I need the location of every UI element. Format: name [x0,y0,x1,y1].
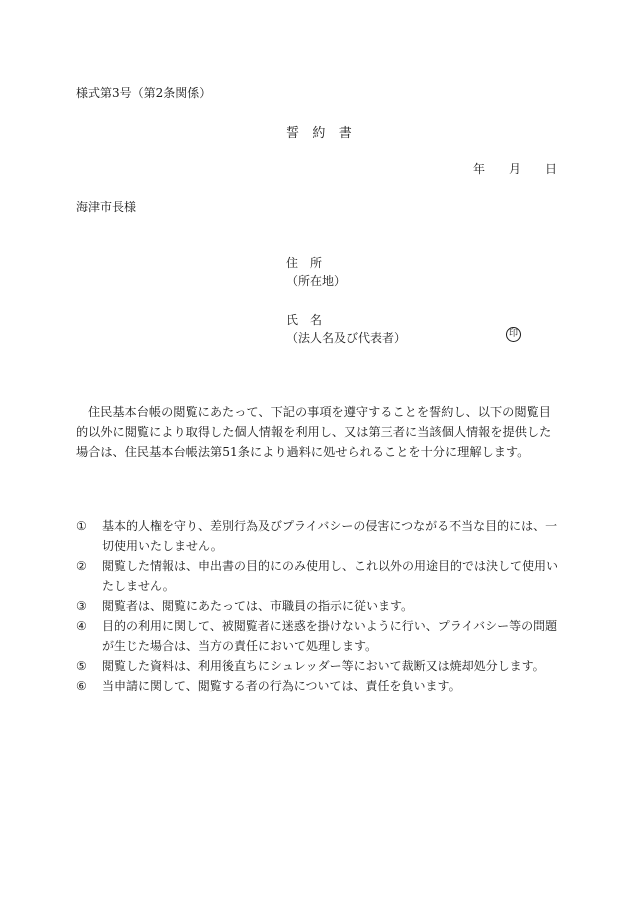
item-text: 閲覧した資料は、利用後直ちにシュレッダー等において裁断又は焼却処分します。 [102,659,545,673]
item-number: ③ [76,599,87,613]
name-label: 氏 名 [286,313,323,327]
item-text: 当申請に関して、閲覧する者の行為については、責任を負います。 [102,679,461,693]
item-number: ⑤ [76,659,87,673]
date-day-label: 日 [545,162,558,176]
addressee: 海津市長様 [76,200,137,214]
item-number: ① [76,519,87,533]
list-item [76,676,558,696]
item-text: 閲覧者は、閲覧にあたっては、市職員の指示に従います。 [102,599,414,613]
pledge-items [76,516,558,696]
pledge-body: 住民基本台帳の閲覧にあたって、下記の事項を遵守することを誓約し、以下の閲覧目的以外に閲覧により取得した個人情報を利用し、又は第三者に当該個人情報を提供した場合は、住民基本台帳法第51条により過料に処せられることを十分に理解します。 [76,405,552,459]
list-item [76,616,558,656]
item-text: 目的の利用に関して、被閲覧者に迷惑を掛けないように行い、プライバシー等の問題が生じた場合は、当方の責任において処理します。 [102,619,558,653]
item-number: ④ [76,619,87,633]
item-text: 基本的人権を守り、差別行為及びプライバシーの侵害につながる不当な目的には、一切使用いたしません。 [102,519,558,553]
seal-mark: 印 [506,327,521,342]
item-number: ② [76,559,87,573]
date-line [473,160,557,177]
document-title: 誓 約 書 [286,126,353,141]
item-number: ⑥ [76,679,87,693]
list-item [76,556,558,596]
form-number: 様式第3号（第2条関係） [76,86,212,100]
name-sublabel: （法人名及び代表者） [286,331,407,345]
item-text: 閲覧した情報は、申出書の目的にのみ使用し、これ以外の用途目的では決して使用いたしません。 [102,559,559,593]
date-month-label: 月 [509,162,522,176]
list-item [76,656,558,676]
address-label: 住 所 [286,256,323,270]
date-year-label: 年 [473,162,486,176]
list-item [76,596,558,616]
address-sublabel: （所在地） [286,274,347,288]
list-item [76,516,558,556]
